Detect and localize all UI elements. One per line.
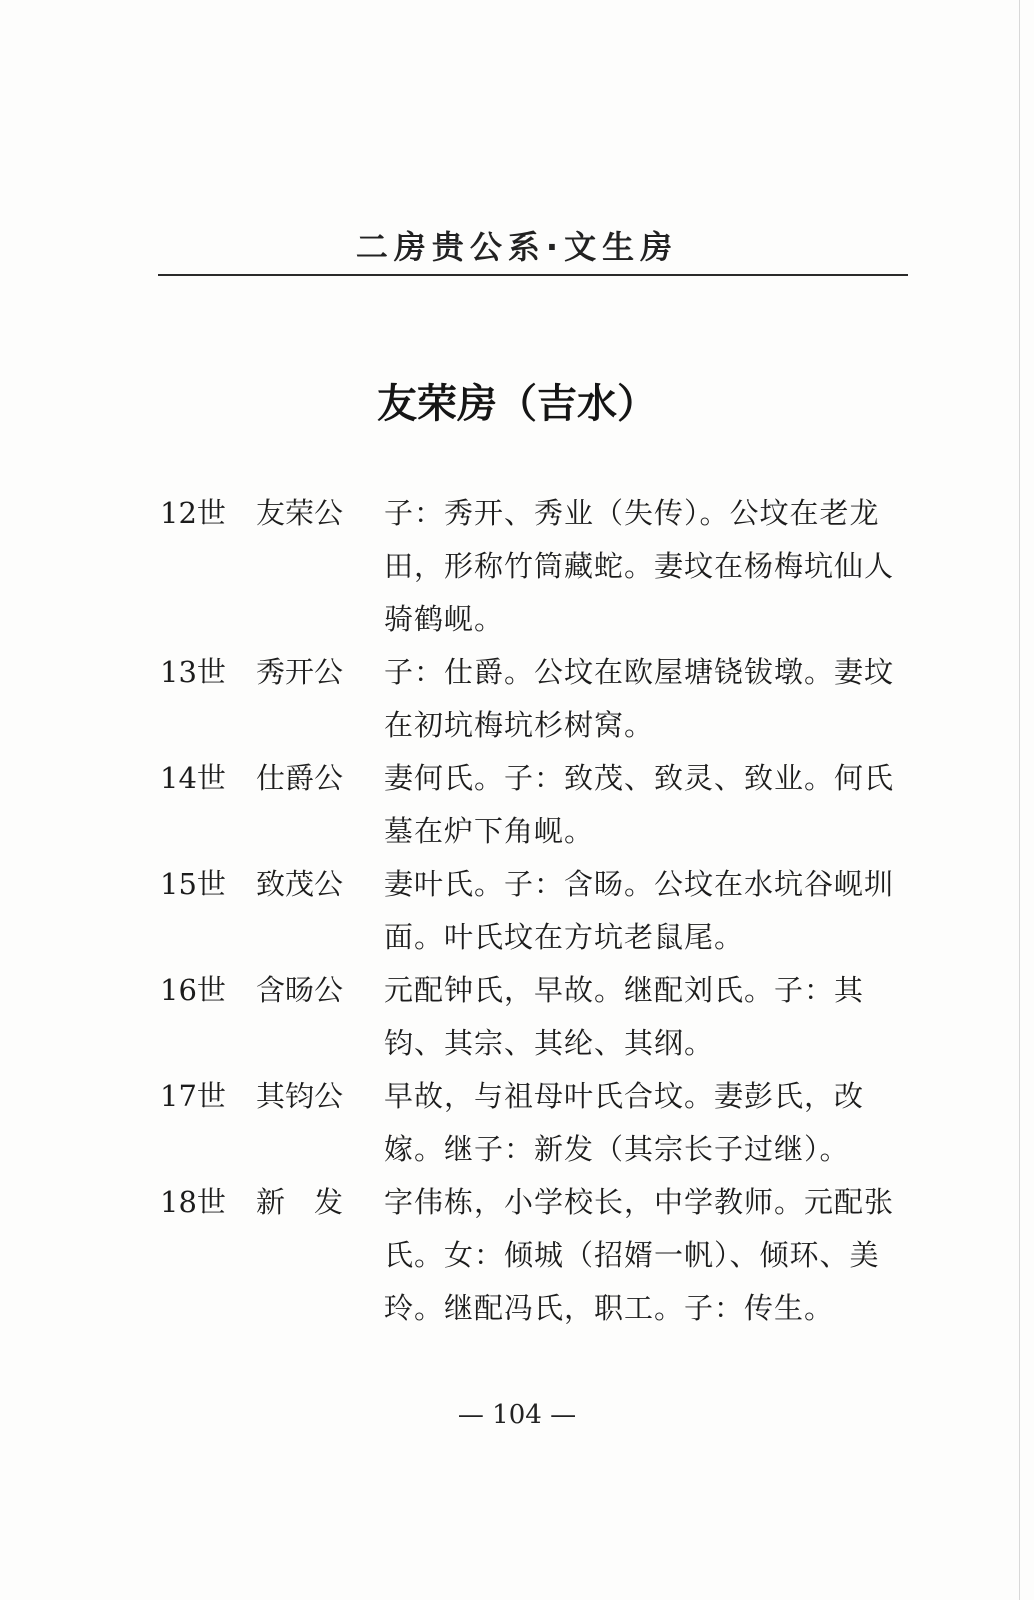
entry-text: 元配钟氏，早故。继配刘氏。子：其钧、其宗、其纶、其纲。 [384, 973, 865, 1060]
genealogy-entry [160, 1176, 920, 1335]
ancestor-name: 含旸公 [256, 973, 344, 1007]
header-rule [158, 274, 908, 276]
section-title: 友荣房（吉水） [377, 381, 657, 427]
genealogy-entry [160, 752, 920, 858]
ancestor-name: 仕爵公 [256, 761, 344, 795]
entry-text: 子：仕爵。公坟在欧屋塘铙钹墩。妻坟在初坑梅坑杉树窝。 [384, 655, 895, 742]
generation-label: 18世 [160, 1185, 226, 1219]
entry-text: 字伟栋，小学校长，中学教师。元配张氏。女：倾城（招婿一帆）、倾环、美玲。继配冯氏，职工。子：传生。 [384, 1185, 895, 1325]
ancestor-name: 新 发 [256, 1185, 344, 1219]
generation-label: 17世 [160, 1079, 226, 1113]
generation-label: 12世 [160, 496, 226, 530]
ancestor-name: 致茂公 [256, 867, 344, 901]
running-header: 二房贵公系·文生房 [355, 228, 679, 266]
ancestor-name: 秀开公 [256, 655, 344, 689]
genealogy-entry [160, 487, 920, 646]
entry-text: 妻叶氏。子：含旸。公坟在水坑谷岘圳面。叶氏坟在方坑老鼠尾。 [384, 867, 895, 954]
genealogy-entry [160, 858, 920, 964]
generation-label: 13世 [160, 655, 226, 689]
genealogy-entries [160, 487, 920, 1335]
generation-label: 16世 [160, 973, 226, 1007]
genealogy-entry [160, 1070, 920, 1176]
ancestor-name: 其钧公 [256, 1079, 344, 1113]
entry-text: 早故，与祖母叶氏合坟。妻彭氏，改嫁。继子：新发（其宗长子过继）。 [384, 1079, 865, 1166]
entry-text: 子：秀开、秀业（失传）。公坟在老龙田，形称竹筒藏蛇。妻坟在杨梅坑仙人骑鹤岘。 [384, 496, 895, 636]
ancestor-name: 友荣公 [256, 496, 344, 530]
generation-label: 15世 [160, 867, 226, 901]
genealogy-entry [160, 646, 920, 752]
generation-label: 14世 [160, 761, 226, 795]
entry-text: 妻何氏。子：致茂、致灵、致业。何氏墓在炉下角岘。 [384, 761, 895, 848]
page-number: — 104 — [457, 1400, 577, 1430]
genealogy-entry [160, 964, 920, 1070]
